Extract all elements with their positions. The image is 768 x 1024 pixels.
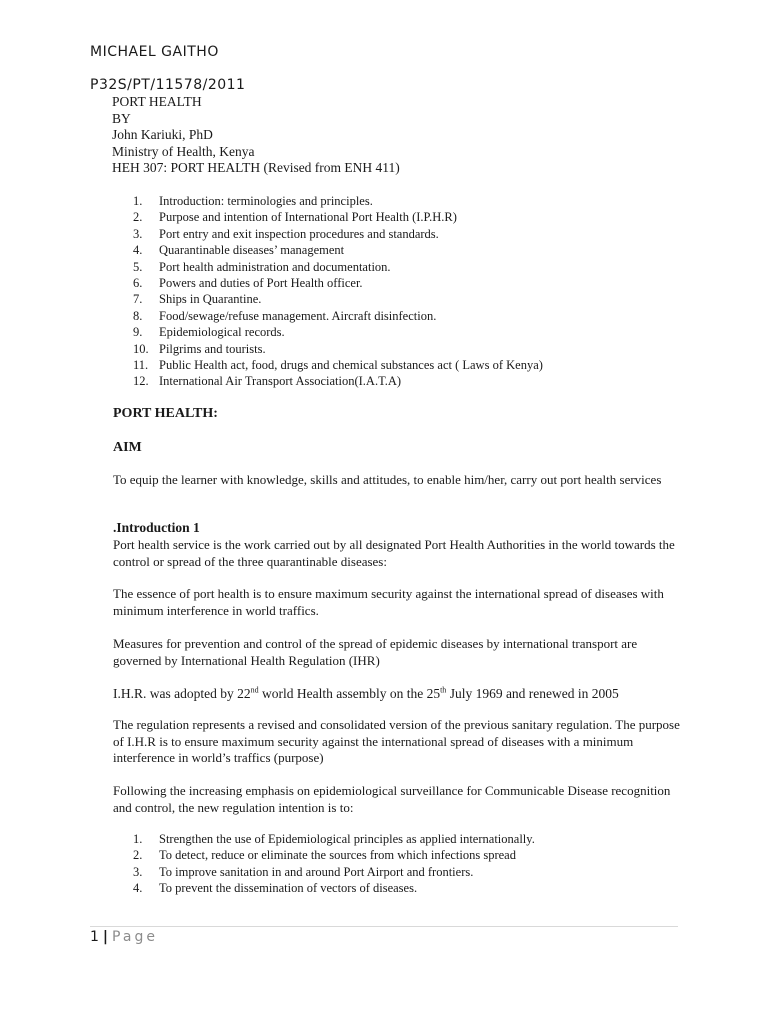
objectives-list [113,831,535,897]
intention-paragraph: Following the increasing emphasis on epidemiological surveillance for Communicable Disease recognition and control, the new regulation intention is to: [113,783,671,815]
list-item: 10. Pilgrims and tourists. [133,341,266,356]
list-item: 4. To prevent the dissemination of vectors of diseases. [133,881,418,896]
course-title: PORT HEALTH [112,94,202,109]
list-item: 3. Port entry and exit inspection procedures and standards. [133,226,439,241]
list-item: 1. Introduction: terminologies and principles. [133,194,373,208]
list-item: 2. Purpose and intention of International Port Health (I.P.H.R) [133,210,457,225]
list-item: 9. Epidemiological records. [133,325,285,340]
footer-divider [90,926,678,927]
course-code: HEH 307: PORT HEALTH (Revised from ENH 411) [112,160,400,175]
section-heading-port-health: PORT HEALTH: [113,406,218,421]
list-item: 11. Public Health act, food, drugs and chemical substances act ( Laws of Kenya) [133,358,543,373]
footer-separator: | [102,929,109,945]
by-line: BY [112,110,131,126]
list-item: 4. Quarantinable diseases’ management [133,243,345,258]
list-item: 5. Port health administration and documentation. [133,259,391,274]
list-item: 1. Strengthen the use of Epidemiological principles as applied internationally. [133,832,535,846]
topics-list [113,193,543,390]
ministry-name: Ministry of Health, Kenya [112,143,255,159]
list-item: 3. To improve sanitation in and around Port Airport and frontiers. [133,864,474,879]
aim-paragraph: To equip the learner with knowledge, skills and attitudes, to enable him/her, carry out port health services [113,472,662,487]
introduction-heading: .Introduction 1 [113,520,200,535]
ihr-adoption-paragraph: I.H.R. was adopted by 22nd world Health assembly on the 25th July 1969 and renewed in 2005 [113,685,619,701]
page-footer [90,929,158,945]
list-item: 2. To detect, reduce or eliminate the sources from which infections spread [133,848,516,863]
list-item: 6. Powers and duties of Port Health officer. [133,276,363,291]
author-name: MICHAEL GAITHO [90,44,219,60]
registration-number: P32S/PT/11578/2011 [90,77,246,93]
list-item: 7. Ships in Quarantine. [133,292,262,307]
course-header [112,94,400,177]
page-label: Page [112,929,158,945]
lecturer-name: John Kariuki, PhD [112,127,213,142]
intro-paragraph-2: The essence of port health is to ensure maximum security against the international spread of diseases with minimum interference in world traffics. [113,586,664,618]
intro-paragraph-1: Port health service is the work carried out by all designated Port Health Authorities in the world towards the control or spread of the three quarantinable diseases: [113,537,675,569]
section-heading-aim: AIM [113,440,142,455]
list-item: 8. Food/sewage/refuse management. Aircraft disinfection. [133,308,437,323]
list-item: 12. International Air Transport Association(I.A.T.A) [133,374,402,389]
intro-paragraph-3: Measures for prevention and control of the spread of epidemic diseases by international transport are governed by International Health Regulation (IHR) [113,636,638,668]
page-number: 1 [90,929,99,945]
regulation-paragraph: The regulation represents a revised and consolidated version of the previous sanitary regulation. The purpose of I.H.R is to ensure maximum security against the international spread of diseases with a minimum interference in world’s traffics (purpose) [113,717,680,765]
